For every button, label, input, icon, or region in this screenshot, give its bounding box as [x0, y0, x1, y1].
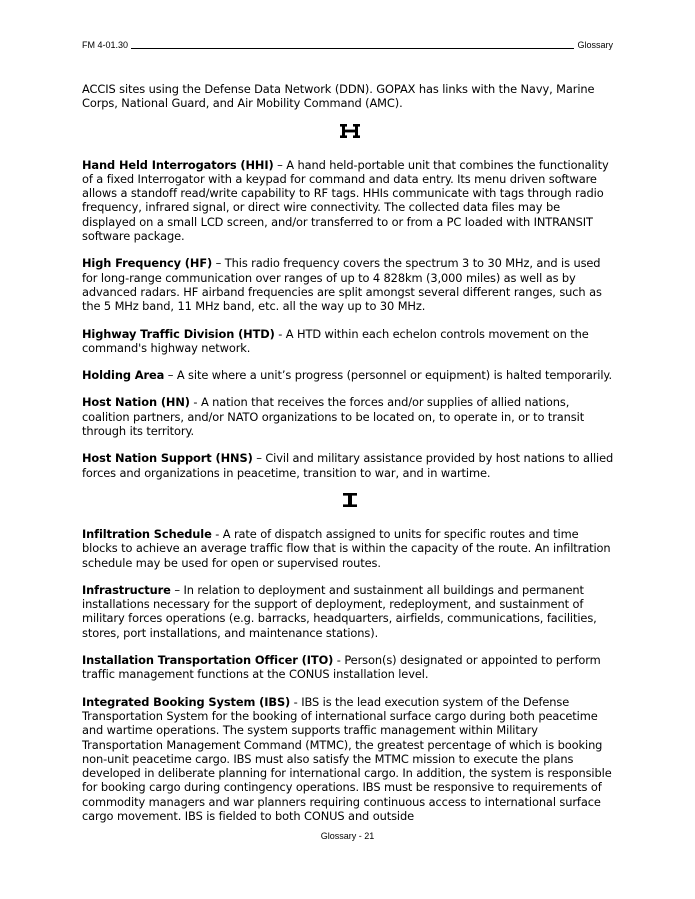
- entry-term: Highway Traffic Division (HTD): [82, 326, 275, 341]
- entry-term: Infrastructure: [82, 582, 171, 597]
- glossary-entry: [82, 368, 617, 382]
- entry-definition: - Person(s) designated or appointed to perform traffic management functions at the CONUS installation level.: [82, 653, 601, 682]
- glossary-body: [82, 82, 617, 836]
- entry-definition: - A rate of dispatch assigned to units for specific routes and time blocks to achieve an average traffic flow that is within the capacity of the route. An infiltration schedule may be used for open or supervised routes.: [82, 526, 611, 570]
- glossary-entry: [82, 451, 617, 480]
- glossary-entry: [82, 395, 617, 438]
- entry-term: Installation Transportation Officer (ITO): [82, 653, 334, 668]
- entry-definition: - A HTD within each echelon controls movement on the command's highway network.: [82, 326, 589, 355]
- entry-term: Integrated Booking System (IBS): [82, 694, 291, 709]
- entry-definition: – Civil and military assistance provided by host nations to allied forces and organizations in peacetime, transition to war, and in wartime.: [82, 451, 614, 480]
- entry-term: Infiltration Schedule: [82, 526, 212, 541]
- glossary-entry: [82, 583, 617, 640]
- glossary-entry: [82, 695, 617, 824]
- header-section-title: Glossary: [577, 40, 613, 50]
- letter-i-glyph: [343, 493, 357, 507]
- entry-definition: – In relation to deployment and sustainment all buildings and permanent installations necessary for the support of deployment, redeployment, and sustainment of military forces operations (e.g. barracks, headquarters, airfields, communications, facilities, stores, port installations, and maintenance stations).: [82, 582, 597, 640]
- glossary-entry: [82, 327, 617, 356]
- header-doc-id: FM 4-01.30: [82, 40, 129, 50]
- section-letter-h: [82, 124, 617, 144]
- entry-definition: - A nation that receives the forces and/or supplies of allied nations, coalition partners, and/or NATO organizations to be located on, to operate in, or to transit through its territory.: [82, 395, 585, 439]
- entry-term: Host Nation (HN): [82, 395, 190, 410]
- glossary-entry: [82, 158, 617, 244]
- header-rule: [131, 48, 574, 49]
- entry-definition: – A site where a unit’s progress (personnel or equipment) is halted temporarily.: [164, 368, 612, 383]
- page-header: [82, 40, 613, 51]
- entry-definition: – A hand held-portable unit that combines the functionality of a fixed Interrogator with a keypad for command and data entry. Its menu driven software allows a standoff read/write capability to RF tags. HHIs communicate with tags through radio frequency, infrared signal, or direct wire connectivity. The collected data files may be displayed on a small LCD screen, and/or transferred to or from a PC loaded with INTRANSIT software package.: [82, 157, 609, 244]
- letter-h-glyph: [340, 124, 360, 138]
- entry-definition: - IBS is the lead execution system of the Defense Transportation System for the booking of international surface cargo during both peacetime and wartime operations. The system supports traffic management within Military Transportation Management Command (MTMC), the greatest percentage of which is booking non-unit peacetime cargo. IBS must also satisfy the MTMC mission to execute the plans developed in deliberate planning for international cargo. In addition, the system is responsible for booking cargo during contingency operations. IBS must be responsive to requirements of commodity managers and war planners requiring continuous access to international surface cargo movement. IBS is fielded to both CONUS and outside: [82, 694, 612, 823]
- glossary-entry: [82, 653, 617, 682]
- intro-paragraph: ACCIS sites using the Defense Data Network (DDN). GOPAX has links with the Navy, Marine Corps, National Guard, and Air Mobility Command (AMC).: [82, 82, 595, 111]
- entry-term: Hand Held Interrogators (HHI): [82, 157, 274, 172]
- page-footer: Glossary - 21: [320, 831, 375, 841]
- glossary-entry: [82, 527, 617, 570]
- entry-term: Host Nation Support (HNS): [82, 451, 253, 466]
- entry-definition: – This radio frequency covers the spectrum 3 to 30 MHz, and is used for long-range communication over ranges of up to 4 828km (3,000 miles) as well as by advanced radars. HF airband frequencies are split amongst several different ranges, such as the 5 MHz band, 11 MHz band, etc. all the way up to 30 MHz.: [82, 256, 602, 314]
- entry-term: High Frequency (HF): [82, 256, 213, 271]
- glossary-entry: [82, 256, 617, 313]
- section-letter-i: [82, 493, 617, 513]
- entry-term: Holding Area: [82, 368, 165, 383]
